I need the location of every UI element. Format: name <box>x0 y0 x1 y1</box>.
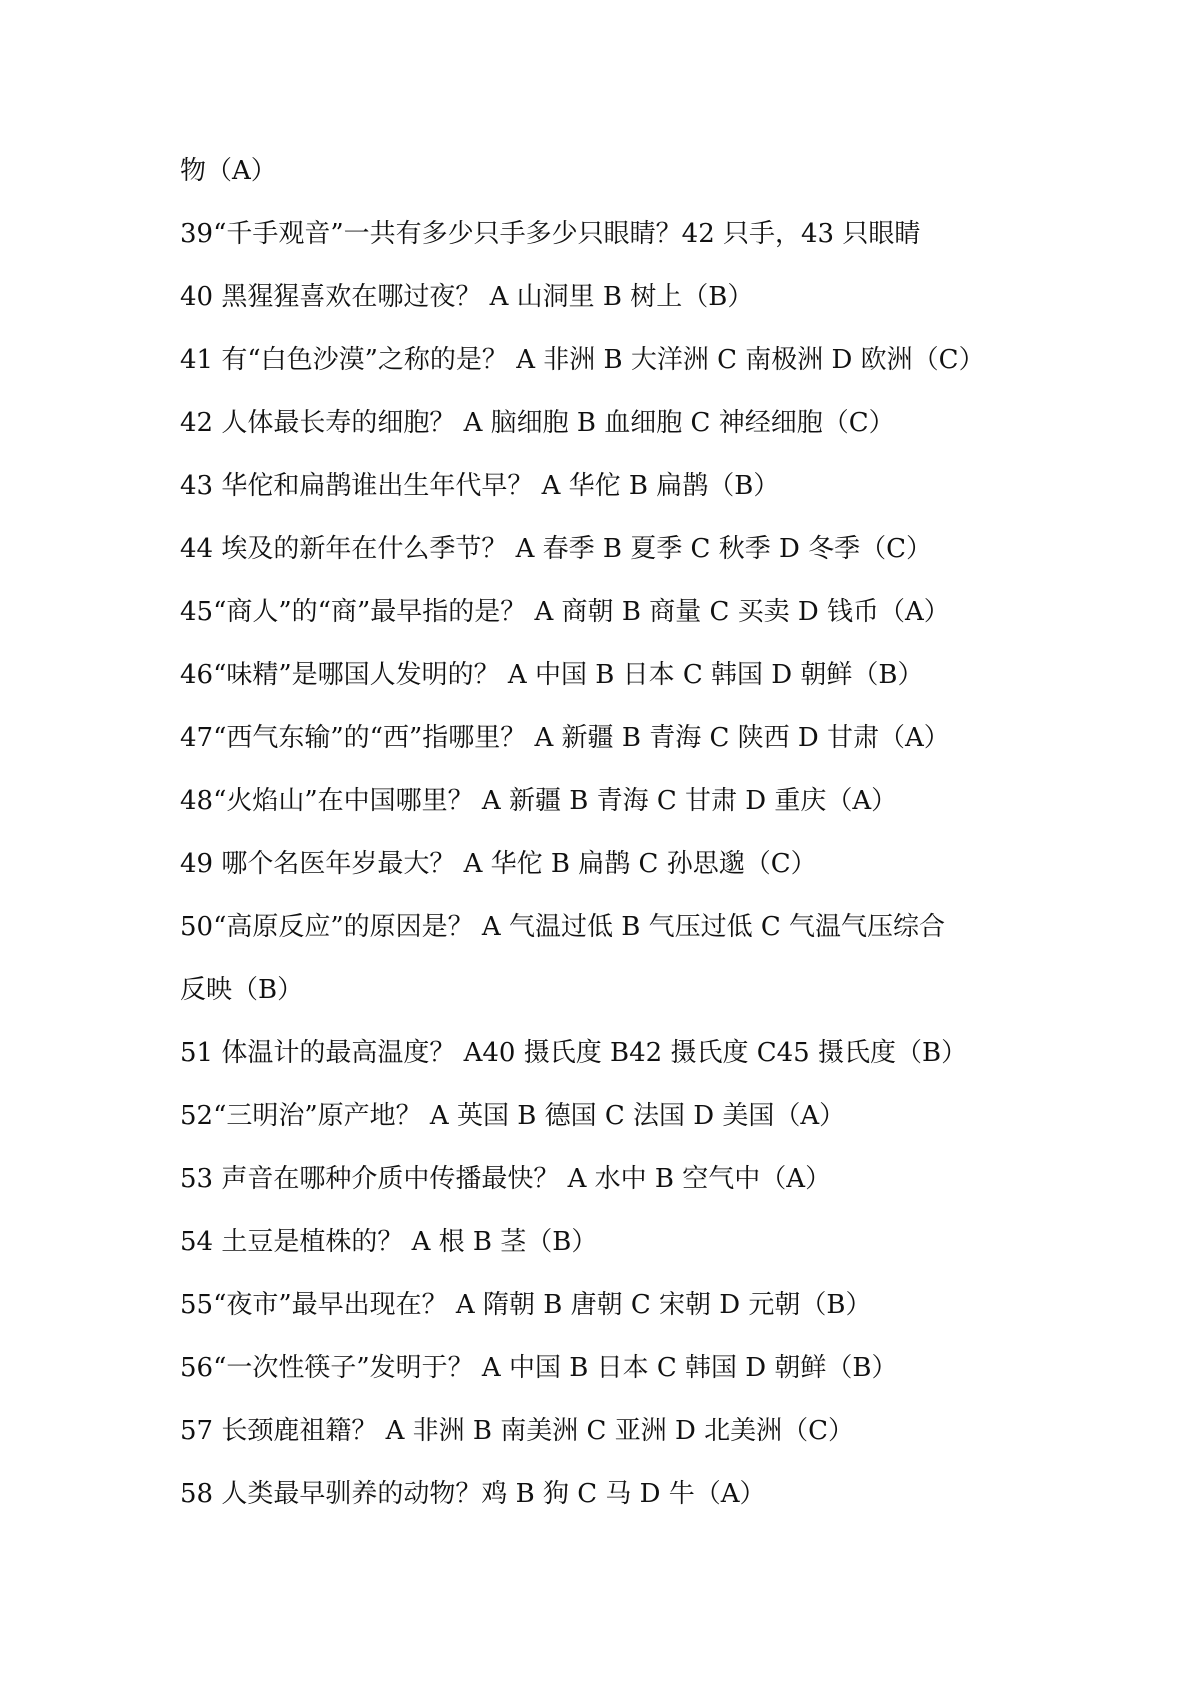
question-50: 50“高原反应”的原因是？ A 气温过低 B 气压过低 C 气温气压综合 <box>180 912 946 942</box>
text-line-continuation: 物（A） <box>180 156 277 186</box>
question-57: 57 长颈鹿祖籍？ A 非洲 B 南美洲 C 亚洲 D 北美洲（C） <box>180 1416 854 1446</box>
question-51: 51 体温计的最高温度？ A40 摄氏度 B42 摄氏度 C45 摄氏度（B） <box>180 1038 968 1068</box>
quiz-text-body <box>180 140 1040 1526</box>
question-44: 44 埃及的新年在什么季节？ A 春季 B 夏季 C 秋季 D 冬季（C） <box>180 534 932 564</box>
question-47: 47“西气东输”的“西”指哪里？ A 新疆 B 青海 C 陕西 D 甘肃（A） <box>180 723 950 753</box>
question-39: 39“千手观音”一共有多少只手多少只眼睛？42 只手，43 只眼睛 <box>180 219 921 249</box>
question-45: 45“商人”的“商”最早指的是？ A 商朝 B 商量 C 买卖 D 钱币（A） <box>180 597 950 627</box>
question-41: 41 有“白色沙漠”之称的是？ A 非洲 B 大洋洲 C 南极洲 D 欧洲（C） <box>180 345 985 375</box>
question-42: 42 人体最长寿的细胞？ A 脑细胞 B 血细胞 C 神经细胞（C） <box>180 408 895 438</box>
question-46: 46“味精”是哪国人发明的？ A 中国 B 日本 C 韩国 D 朝鲜（B） <box>180 660 924 690</box>
question-49: 49 哪个名医年岁最大？ A 华佗 B 扁鹊 C 孙思邈（C） <box>180 849 817 879</box>
question-53: 53 声音在哪种介质中传播最快？ A 水中 B 空气中（A） <box>180 1164 832 1194</box>
question-58: 58 人类最早驯养的动物？鸡 B 狗 C 马 D 牛（A） <box>180 1479 766 1509</box>
question-54: 54 土豆是植株的？ A 根 B 茎（B） <box>180 1227 598 1257</box>
question-52: 52“三明治”原产地？ A 英国 B 德国 C 法国 D 美国（A） <box>180 1101 846 1131</box>
question-40: 40 黑猩猩喜欢在哪过夜？ A 山洞里 B 树上（B） <box>180 282 754 312</box>
question-50-continuation: 反映（B） <box>180 975 304 1005</box>
question-43: 43 华佗和扁鹊谁出生年代早？ A 华佗 B 扁鹊（B） <box>180 471 780 501</box>
question-55: 55“夜市”最早出现在？ A 隋朝 B 唐朝 C 宋朝 D 元朝（B） <box>180 1290 872 1320</box>
question-48: 48“火焰山”在中国哪里？ A 新疆 B 青海 C 甘肃 D 重庆（A） <box>180 786 898 816</box>
question-56: 56“一次性筷子”发明于？ A 中国 B 日本 C 韩国 D 朝鲜（B） <box>180 1353 898 1383</box>
